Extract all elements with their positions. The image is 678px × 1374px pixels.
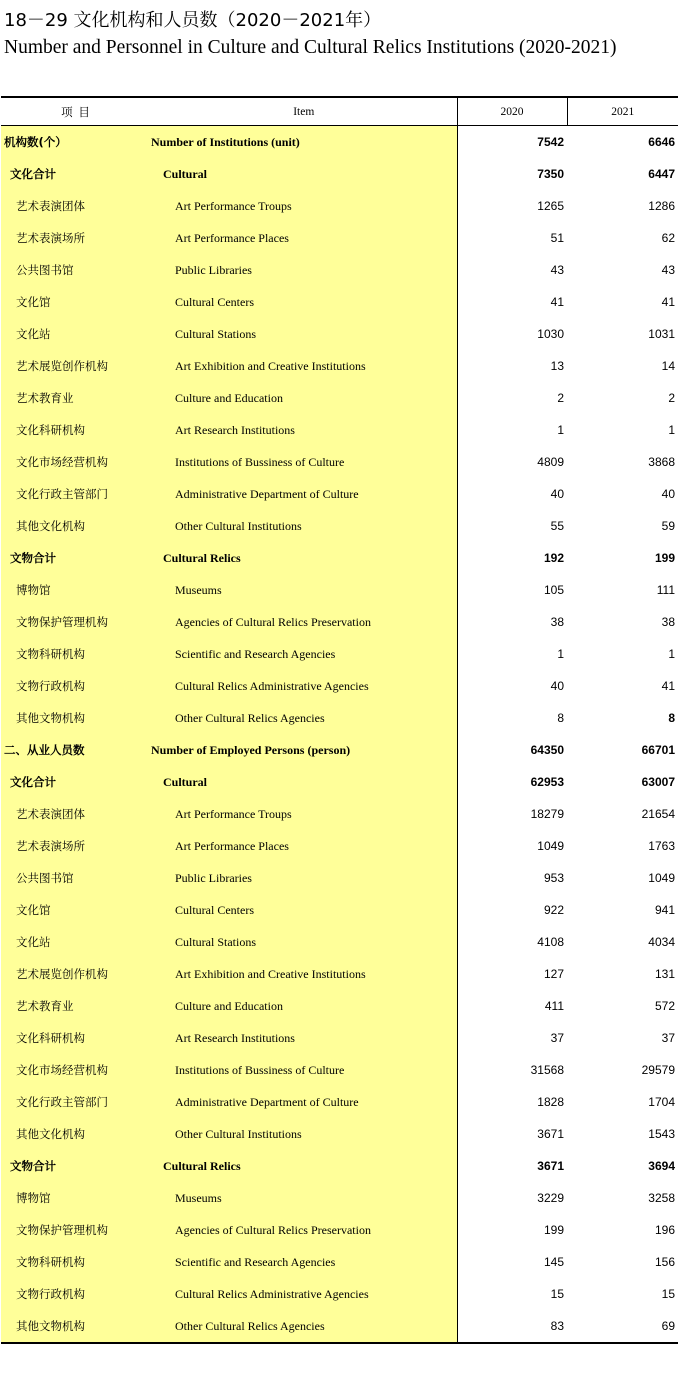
row-label-en: Agencies of Cultural Relics Preservation [151, 606, 457, 638]
table-row [1, 1246, 678, 1278]
value-2020: 127 [457, 958, 567, 990]
value-2020: 145 [457, 1246, 567, 1278]
row-label-en: Other Cultural Relics Agencies [151, 702, 457, 734]
value-2020: 40 [457, 478, 567, 510]
row-label-cn: 文物行政机构 [1, 670, 151, 702]
row-label-cn: 艺术展览创作机构 [1, 958, 151, 990]
value-2020: 4108 [457, 926, 567, 958]
row-label-en: Culture and Education [151, 990, 457, 1022]
row-label-en: Cultural [151, 158, 457, 190]
row-label-en: Public Libraries [151, 862, 457, 894]
row-label-en: Cultural Relics Administrative Agencies [151, 670, 457, 702]
value-2021: 41 [567, 670, 678, 702]
row-label-en: Other Cultural Relics Agencies [151, 1310, 457, 1343]
row-label-en: Other Cultural Institutions [151, 1118, 457, 1150]
table-row [1, 1022, 678, 1054]
row-label-en: Art Research Institutions [151, 1022, 457, 1054]
row-label-cn: 二、从业人员数 [1, 734, 151, 766]
value-2021: 156 [567, 1246, 678, 1278]
row-label-cn: 其他文化机构 [1, 510, 151, 542]
row-label-cn: 文化站 [1, 318, 151, 350]
value-2021: 29579 [567, 1054, 678, 1086]
row-label-en: Number of Employed Persons (person) [151, 734, 457, 766]
value-2021: 941 [567, 894, 678, 926]
value-2020: 3229 [457, 1182, 567, 1214]
row-label-en: Art Performance Troups [151, 190, 457, 222]
value-2021: 37 [567, 1022, 678, 1054]
value-2021: 1704 [567, 1086, 678, 1118]
value-2021: 3868 [567, 446, 678, 478]
value-2020: 62953 [457, 766, 567, 798]
header-year-2021: 2021 [567, 97, 678, 126]
row-label-en: Institutions of Bussiness of Culture [151, 446, 457, 478]
row-label-cn: 文物行政机构 [1, 1278, 151, 1310]
value-2020: 105 [457, 574, 567, 606]
value-2021: 6447 [567, 158, 678, 190]
value-2021: 199 [567, 542, 678, 574]
row-label-cn: 公共图书馆 [1, 862, 151, 894]
row-label-cn: 文物保护管理机构 [1, 606, 151, 638]
table-row [1, 350, 678, 382]
header-year-2020: 2020 [457, 97, 567, 126]
value-2021: 6646 [567, 126, 678, 159]
row-label-cn: 公共图书馆 [1, 254, 151, 286]
row-label-cn: 文化行政主管部门 [1, 478, 151, 510]
value-2020: 4809 [457, 446, 567, 478]
table-row [1, 478, 678, 510]
row-label-en: Cultural Relics [151, 542, 457, 574]
table-row [1, 958, 678, 990]
value-2020: 37 [457, 1022, 567, 1054]
table-row [1, 926, 678, 958]
table-row [1, 862, 678, 894]
table-row [1, 670, 678, 702]
value-2020: 38 [457, 606, 567, 638]
value-2020: 411 [457, 990, 567, 1022]
value-2021: 196 [567, 1214, 678, 1246]
row-label-cn: 博物馆 [1, 1182, 151, 1214]
row-label-cn: 其他文物机构 [1, 1310, 151, 1343]
value-2020: 51 [457, 222, 567, 254]
value-2020: 1049 [457, 830, 567, 862]
value-2021: 41 [567, 286, 678, 318]
value-2020: 3671 [457, 1118, 567, 1150]
header-item-en: Item [151, 97, 457, 126]
value-2020: 2 [457, 382, 567, 414]
row-label-cn: 文物保护管理机构 [1, 1214, 151, 1246]
table-row [1, 702, 678, 734]
table-row [1, 190, 678, 222]
row-label-cn: 艺术展览创作机构 [1, 350, 151, 382]
value-2020: 13 [457, 350, 567, 382]
value-2021: 15 [567, 1278, 678, 1310]
value-2021: 1031 [567, 318, 678, 350]
table-row [1, 1086, 678, 1118]
row-label-en: Number of Institutions (unit) [151, 126, 457, 159]
table-row [1, 158, 678, 190]
row-label-cn: 文化合计 [1, 158, 151, 190]
value-2020: 192 [457, 542, 567, 574]
table-body [1, 126, 678, 1344]
table-row [1, 126, 678, 159]
row-label-en: Cultural Relics [151, 1150, 457, 1182]
table-row [1, 990, 678, 1022]
table-row [1, 766, 678, 798]
value-2021: 1 [567, 638, 678, 670]
row-label-en: Culture and Education [151, 382, 457, 414]
row-label-en: Art Performance Places [151, 222, 457, 254]
value-2021: 14 [567, 350, 678, 382]
value-2020: 199 [457, 1214, 567, 1246]
row-label-en: Museums [151, 1182, 457, 1214]
table-row [1, 1054, 678, 1086]
value-2020: 41 [457, 286, 567, 318]
row-label-en: Cultural Relics Administrative Agencies [151, 1278, 457, 1310]
value-2020: 64350 [457, 734, 567, 766]
table-row [1, 414, 678, 446]
row-label-cn: 文化馆 [1, 894, 151, 926]
value-2021: 4034 [567, 926, 678, 958]
table-row [1, 574, 678, 606]
table-row [1, 606, 678, 638]
row-label-en: Museums [151, 574, 457, 606]
row-label-en: Scientific and Research Agencies [151, 1246, 457, 1278]
value-2021: 69 [567, 1310, 678, 1343]
value-2020: 3671 [457, 1150, 567, 1182]
statistics-table [1, 96, 678, 1344]
value-2021: 8 [567, 702, 678, 734]
value-2021: 3258 [567, 1182, 678, 1214]
row-label-cn: 其他文物机构 [1, 702, 151, 734]
row-label-en: Administrative Department of Culture [151, 478, 457, 510]
row-label-cn: 艺术表演团体 [1, 798, 151, 830]
table-row [1, 446, 678, 478]
value-2020: 55 [457, 510, 567, 542]
header-item-cn: 项 目 [1, 97, 151, 126]
value-2020: 1030 [457, 318, 567, 350]
row-label-cn: 文化站 [1, 926, 151, 958]
value-2021: 2 [567, 382, 678, 414]
table-row [1, 734, 678, 766]
value-2021: 572 [567, 990, 678, 1022]
value-2021: 1049 [567, 862, 678, 894]
row-label-cn: 艺术表演团体 [1, 190, 151, 222]
row-label-en: Cultural Stations [151, 926, 457, 958]
value-2021: 1 [567, 414, 678, 446]
row-label-en: Cultural [151, 766, 457, 798]
value-2020: 953 [457, 862, 567, 894]
row-label-cn: 文物合计 [1, 542, 151, 574]
row-label-en: Cultural Centers [151, 286, 457, 318]
row-label-en: Cultural Stations [151, 318, 457, 350]
row-label-en: Art Performance Troups [151, 798, 457, 830]
value-2020: 8 [457, 702, 567, 734]
value-2021: 66701 [567, 734, 678, 766]
value-2021: 59 [567, 510, 678, 542]
table-row [1, 1118, 678, 1150]
value-2020: 922 [457, 894, 567, 926]
value-2021: 63007 [567, 766, 678, 798]
row-label-en: Art Research Institutions [151, 414, 457, 446]
value-2021: 3694 [567, 1150, 678, 1182]
value-2021: 38 [567, 606, 678, 638]
value-2021: 1543 [567, 1118, 678, 1150]
row-label-en: Public Libraries [151, 254, 457, 286]
table-row [1, 1182, 678, 1214]
row-label-en: Art Exhibition and Creative Institutions [151, 958, 457, 990]
table-row [1, 1278, 678, 1310]
row-label-cn: 博物馆 [1, 574, 151, 606]
row-label-en: Agencies of Cultural Relics Preservation [151, 1214, 457, 1246]
value-2021: 43 [567, 254, 678, 286]
table-row [1, 1150, 678, 1182]
row-label-cn: 其他文化机构 [1, 1118, 151, 1150]
row-label-cn: 文物合计 [1, 1150, 151, 1182]
row-label-cn: 文物科研机构 [1, 1246, 151, 1278]
row-label-cn: 文化科研机构 [1, 1022, 151, 1054]
value-2020: 18279 [457, 798, 567, 830]
row-label-en: Institutions of Bussiness of Culture [151, 1054, 457, 1086]
value-2020: 31568 [457, 1054, 567, 1086]
row-label-cn: 机构数(个） [1, 126, 151, 159]
row-label-cn: 文化馆 [1, 286, 151, 318]
row-label-cn: 艺术教育业 [1, 382, 151, 414]
value-2020: 7350 [457, 158, 567, 190]
value-2020: 1265 [457, 190, 567, 222]
row-label-en: Art Exhibition and Creative Institutions [151, 350, 457, 382]
row-label-cn: 文化市场经营机构 [1, 446, 151, 478]
table-row [1, 318, 678, 350]
value-2021: 62 [567, 222, 678, 254]
value-2021: 111 [567, 574, 678, 606]
row-label-cn: 文物科研机构 [1, 638, 151, 670]
row-label-cn: 文化合计 [1, 766, 151, 798]
value-2021: 1286 [567, 190, 678, 222]
row-label-cn: 文化行政主管部门 [1, 1086, 151, 1118]
row-label-en: Scientific and Research Agencies [151, 638, 457, 670]
table-row [1, 510, 678, 542]
table-row [1, 1310, 678, 1343]
row-label-en: Other Cultural Institutions [151, 510, 457, 542]
row-label-cn: 文化市场经营机构 [1, 1054, 151, 1086]
table-row [1, 638, 678, 670]
table-row [1, 798, 678, 830]
table-row [1, 222, 678, 254]
row-label-cn: 艺术表演场所 [1, 222, 151, 254]
row-label-cn: 艺术表演场所 [1, 830, 151, 862]
table-row [1, 382, 678, 414]
page-title-cn: 18－29 文化机构和人员数（2020－2021年） [4, 10, 382, 31]
row-label-en: Cultural Centers [151, 894, 457, 926]
row-label-en: Art Performance Places [151, 830, 457, 862]
value-2021: 40 [567, 478, 678, 510]
table-header-row [1, 97, 678, 126]
row-label-en: Administrative Department of Culture [151, 1086, 457, 1118]
row-label-cn: 艺术教育业 [1, 990, 151, 1022]
value-2021: 21654 [567, 798, 678, 830]
value-2020: 83 [457, 1310, 567, 1343]
value-2020: 15 [457, 1278, 567, 1310]
table-row [1, 894, 678, 926]
table-row [1, 286, 678, 318]
value-2020: 40 [457, 670, 567, 702]
value-2021: 131 [567, 958, 678, 990]
row-label-cn: 文化科研机构 [1, 414, 151, 446]
table-row [1, 542, 678, 574]
table-row [1, 830, 678, 862]
value-2020: 1 [457, 638, 567, 670]
value-2020: 43 [457, 254, 567, 286]
table-row [1, 1214, 678, 1246]
value-2021: 1763 [567, 830, 678, 862]
table-row [1, 254, 678, 286]
value-2020: 1828 [457, 1086, 567, 1118]
page-title-en: Number and Personnel in Culture and Cultural Relics Institutions (2020-2021) [4, 37, 617, 58]
value-2020: 1 [457, 414, 567, 446]
value-2020: 7542 [457, 126, 567, 159]
